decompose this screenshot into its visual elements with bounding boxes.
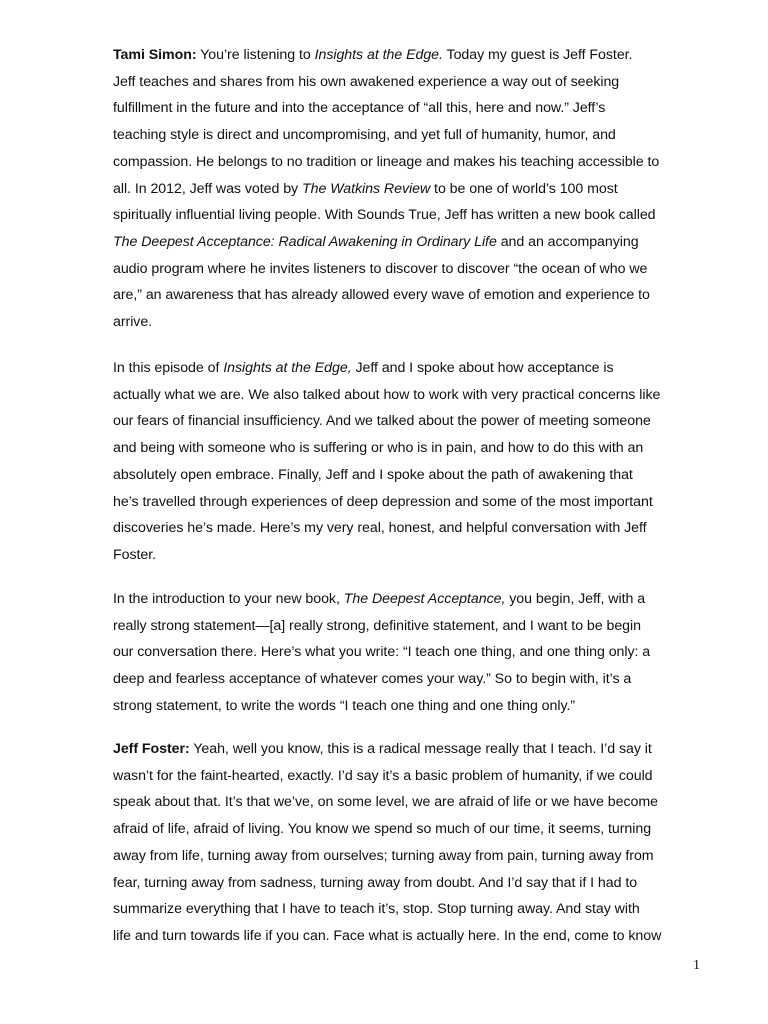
text-run: afraid of life, afraid of living. You know we spend so much of our time, it seems, turning [113, 821, 652, 838]
speaker-label: Tami Simon: [113, 47, 197, 63]
text-line [113, 69, 713, 96]
text-run: discoveries he’s made. Here’s my very real, honest, and helpful conversation with Jeff [113, 520, 647, 537]
text-line [113, 309, 713, 336]
text-run: arrive. [113, 314, 153, 331]
italic-title: The Deepest Acceptance, [343, 591, 506, 607]
text-line [113, 229, 713, 256]
text-line [113, 613, 713, 640]
text-run: and being with someone who is suffering or who is in pain, and how to do this with an [113, 440, 644, 457]
text-line [113, 542, 713, 569]
text-line [113, 355, 713, 382]
italic-title: The Deepest Acceptance: Radical Awakening in Ordinary Life [113, 233, 497, 250]
italic-title: Insights at the Edge. [314, 47, 443, 63]
text-run: he’s travelled through experiences of deep depression and some of the most important [113, 493, 653, 510]
text-line [113, 666, 713, 693]
text-run: away from life, turning away from ourselves; turning away from pain, turning away from [113, 847, 654, 864]
text-run: summarize everything that I have to teach it’s, stop. Stop turning away. And stay with [113, 901, 640, 918]
text-line [113, 763, 713, 790]
text-run: all. In 2012, Jeff was voted by [113, 180, 302, 197]
text-line [113, 256, 713, 283]
text-run: are,” an awareness that has already allowed every wave of emotion and experience to [113, 287, 650, 304]
text-run: you begin, Jeff, with a [505, 591, 646, 607]
italic-title: The Watkins Review [302, 180, 431, 197]
text-run: wasn’t for the faint-hearted, exactly. I’d say it’s a basic problem of humanity, if we could [113, 767, 653, 784]
text-run: absolutely open embrace. Finally, Jeff and I spoke about the path of awakening that [113, 466, 633, 483]
text-line [113, 870, 713, 897]
text-run: fulfillment in the future and into the acceptance of “all this, here and now.” Jeff’s [113, 100, 606, 117]
text-line [113, 42, 713, 69]
text-line [113, 435, 713, 462]
text-run: Jeff teaches and shares from his own awakened experience a way out of seeking [113, 73, 620, 90]
text-line [113, 176, 713, 203]
text-run: to be one of world’s 100 most [430, 180, 618, 197]
text-line [113, 408, 713, 435]
italic-title: Insights at the Edge, [223, 360, 352, 376]
text-line [113, 843, 713, 870]
text-line [113, 896, 713, 923]
text-line [113, 489, 713, 516]
text-line [113, 202, 713, 229]
text-line [113, 693, 713, 720]
text-run: strong statement, to write the words “I teach one thing and one thing only.” [113, 697, 576, 714]
text-run: fear, turning away from sadness, turning away from doubt. And I’d say that if I had to [113, 874, 638, 891]
text-run: In the introduction to your new book, [113, 591, 344, 607]
text-run: our fears of financial insufficiency. And we talked about the power of meeting someone [113, 413, 651, 430]
text-run: You’re listening to [196, 47, 315, 63]
speaker-label: Jeff Foster: [113, 741, 190, 757]
intro-paragraph [113, 42, 713, 336]
text-line [113, 515, 713, 542]
text-line [113, 639, 713, 666]
text-line [113, 282, 713, 309]
text-run: compassion. He belongs to no tradition or lineage and makes his teaching accessible to [113, 153, 660, 170]
text-run: spiritually influential living people. With Sounds True, Jeff has written a new book called [113, 207, 656, 224]
text-run: Today my guest is Jeff Foster. [442, 47, 633, 63]
answer-paragraph [113, 736, 713, 950]
text-line [113, 122, 713, 149]
text-run: In this episode of [113, 360, 224, 376]
text-run: and an accompanying [496, 233, 639, 250]
text-run: Jeff and I spoke about how acceptance is [351, 360, 614, 376]
text-line [113, 816, 713, 843]
text-line [113, 95, 713, 122]
text-line [113, 586, 713, 613]
text-run: teaching style is direct and uncompromising, and yet full of humanity, humor, and [113, 127, 616, 144]
text-line [113, 923, 713, 950]
text-run: really strong statement—[a] really strong, definitive statement, and I want to be begin [113, 617, 641, 634]
text-run: Yeah, well you know, this is a radical message really that I teach. I’d say it [189, 741, 652, 757]
text-line [113, 462, 713, 489]
text-line [113, 736, 713, 763]
episode-summary-paragraph [113, 355, 713, 569]
text-run: actually what we are. We also talked about how to work with very practical concerns like [113, 386, 661, 403]
text-run: speak about that. It’s that we’ve, on some level, we are afraid of life or we have become [113, 794, 658, 811]
text-line [113, 382, 713, 409]
text-run: audio program where he invites listeners to discover to discover “the ocean of who we [113, 260, 648, 277]
page-number: 1 [693, 958, 700, 973]
question-paragraph [113, 586, 713, 720]
text-run: deep and fearless acceptance of whatever comes your way.” So to begin with, it’s a [113, 671, 632, 688]
text-run: life and turn towards life if you can. Face what is actually here. In the end, come to know [113, 927, 662, 944]
text-line [113, 789, 713, 816]
text-line [113, 149, 713, 176]
text-run: our conversation there. Here’s what you write: “I teach one thing, and one thing only: a [113, 644, 651, 661]
text-run: Foster. [113, 546, 157, 563]
